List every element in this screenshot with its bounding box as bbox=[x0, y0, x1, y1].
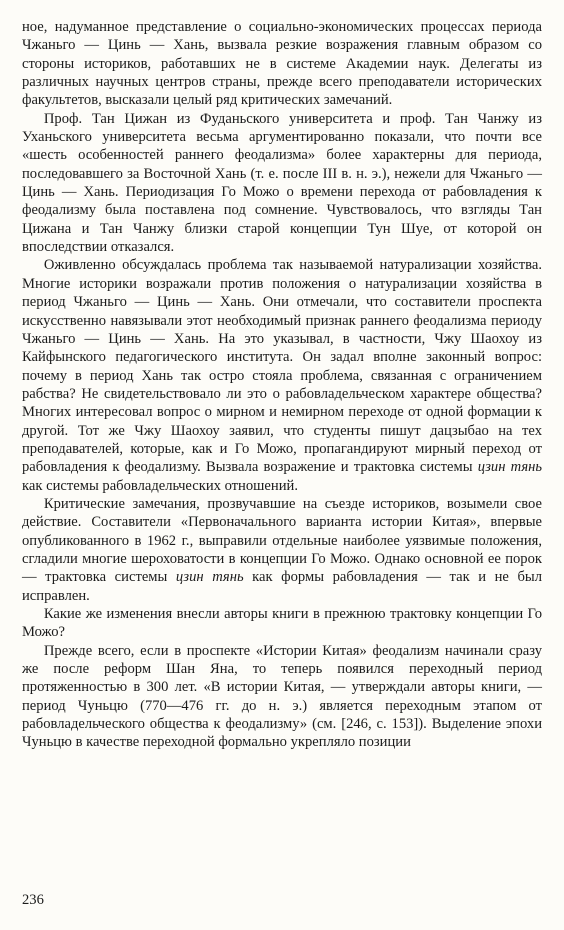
paragraph-chunqiu: Прежде всего, если в проспекте «Истории Китая» феодализм начинали сразу же после реформ Шан Яна, то теперь появился переходный период протяженностью в 300 лет. «В истории Китая, — утверждали авторы книги, — период Чуньцю (770—476 гг. до н. э.) является переходным этапом от рабовладельческого общества к феодализму» (см. [246, с. 153]). Выделение эпохи Чуньцю в качестве переходной формально укрепляло позиции bbox=[22, 642, 542, 751]
paragraph-naturalization: Оживленно обсуждалась проблема так называемой натурализации хозяйства. Многие историки возражали против положения о натурализации хозяйства в период Чжаньго — Цинь — Хань. Они отмечали, что составители проспекта искусственно навязывали этот необходимый признак раннего феодализма периоду Чжаньго — Цинь — Хань. На это указывал, в частности, Чжу Шаохоу из Кайфынского педагогического института. Он задал вполне законный вопрос: почему в период Хань так остро стояла проблема, связанная с ограничением рабства? Не свидетельствовало ли это о рабовладельческом характере общества? Многих интересовал вопрос о мирном и немирном переходе от одной формации к другой. Тот же Чжу Шаохоу заявил, что студенты пишут дацзыбао на тех преподавателей, которые, как и Го Можо, пропагандируют мирный переход от рабовладения к феодализму. Вызвала возражение и трактовка системы цзин тянь как системы рабовладельческих отношений. bbox=[22, 257, 542, 494]
body-text bbox=[22, 18, 542, 752]
term-tszin-tyan: цзин тянь bbox=[175, 569, 244, 586]
paragraph-continuation: ное, надуманное представление о социально-экономических процессах периода Чжаньго — Цинь — Хань, вызвала резкие возражения главным образом со стороны историков, работавших не в системе Академии наук. Делегаты из различных научных центров страны, прежде всего преподаватели исторических факультетов, высказали целый ряд критических замечаний. bbox=[22, 19, 542, 109]
paragraph-question: Какие же изменения внесли авторы книги в прежнюю трактовку концепции Го Можо? bbox=[22, 606, 542, 641]
page-number: 236 bbox=[22, 892, 44, 908]
paragraph-tan-qizhan: Проф. Тан Цижан из Фуданьского университета и проф. Тан Чанжу из Уханьского университета весьма аргументированно показали, что почти все «шесть особенностей раннего феодализма» более характерны для периода, последовавшего за Восточной Хань (т. е. после III в. н. э.), нежели для Чжаньго — Цинь — Хань. Периодизация Го Можо о времени перехода от рабовладения к феодализму была поставлена под сомнение. Чувствовалось, что взгляды Тан Цижана и Тан Чанжу близки старой концепции Тун Шуе, от которой он впоследствии отказался. bbox=[22, 110, 542, 256]
paragraph-critical-remarks: Критические замечания, прозвучавшие на съезде историков, возымели свое действие. Составители «Первоначального варианта истории Китая», впервые опубликованного в 1962 г., выправили отдельные наиболее уязвимые положения, сгладили многие шероховатости в концепции Го Можо. Однако основной ее порок — трактовка системы цзин тянь как формы рабовладения — так и не был исправлен. bbox=[22, 495, 542, 604]
term-tszin-tyan: цзин тянь bbox=[477, 459, 542, 476]
